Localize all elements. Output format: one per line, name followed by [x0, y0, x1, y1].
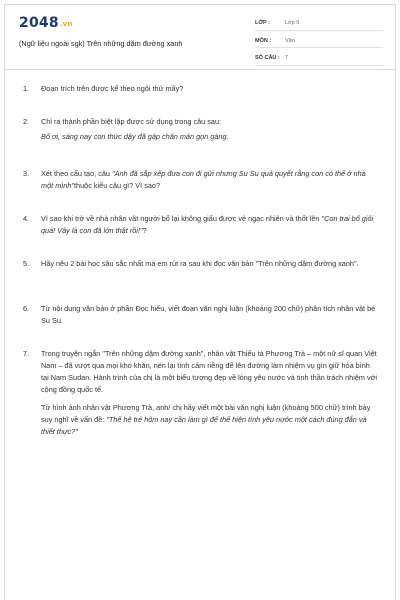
- question-text: Hãy nêu 2 bài học sâu sắc nhất mà em rút ra sau khi đọc văn bản "Trên những dặm đường xanh".: [41, 259, 359, 268]
- question-number: 7.: [23, 349, 30, 358]
- meta-row-subject: [255, 35, 383, 49]
- question-quote: "Con trai bố giỏi quá! Vậy là con đã lớn thật rồi!": [41, 214, 374, 235]
- meta-label: LỚP :: [255, 20, 270, 27]
- worksheet-page: [4, 4, 396, 600]
- question-quote: "Thế hệ trẻ hôm nay cần làm gì để thể hiện tình yêu nước một cách đúng đắn và thiết thực?": [41, 415, 367, 436]
- question-text-pre: Xét theo cấu tạo, câu: [41, 169, 112, 178]
- question-number: 1.: [23, 84, 30, 93]
- question-text-pre: Vì sao khi trở về nhà nhân vật người bố lại không giấu được vẻ ngạc nhiên và thốt lên: [41, 214, 322, 223]
- question-number: 4.: [23, 214, 30, 223]
- meta-value: Lớp 9: [285, 20, 300, 27]
- meta-label: MÔN :: [255, 37, 272, 44]
- question-text-post: thuộc kiểu câu gì? Vì sao?: [74, 181, 161, 190]
- meta-row-count: [255, 52, 383, 66]
- question-text: Từ nội dung văn bản ở phần Đọc hiểu, viết đoạn văn nghị luận (khoảng 200 chữ) phân tích nhân vật bé Su Su.: [41, 304, 376, 325]
- site-logo[interactable]: [19, 15, 73, 31]
- question-text: Trong truyện ngắn "Trên những dặm đường xanh", nhân vật Thiếu tá Phương Trà – một nữ sĩ quan Việt Nam – đã vượt qua mọi khó khăn, nén lại tình cảm riêng để lên đường làm nhiệm vụ gìn giữ hòa bình tại Nam Sudan. Hành trình của chị là một biểu tượng đẹp về lòng yêu nước và tinh thần trách nhiệm với cộng đồng quốc tế.: [41, 349, 378, 394]
- question-text: Đoạn trích trên được kể theo ngôi thứ mấy?: [41, 84, 184, 93]
- question-number: 6.: [23, 304, 30, 313]
- question-text: Chỉ ra thành phần biệt lập được sử dụng trong câu sau:: [41, 117, 222, 126]
- question-number: 3.: [23, 169, 30, 178]
- meta-value: 7: [285, 55, 289, 62]
- header-divider: [5, 69, 395, 70]
- meta-row-class: [255, 17, 383, 31]
- page-title: (Ngữ liệu ngoài sgk) Trên những dặm đường xanh: [19, 39, 183, 48]
- question-quote: Bố ơi, sáng nay con thức dậy đã gặp chăn màn gọn gàng.: [41, 132, 229, 141]
- page-header: [5, 5, 395, 69]
- question-text-post: ?: [142, 226, 147, 235]
- question-text: [41, 213, 379, 237]
- question-text-2: [41, 402, 379, 438]
- question-text: [41, 168, 379, 192]
- question-text-pre: Từ hình ảnh nhân vật Phương Trà, anh/ chị hãy viết một bài văn nghị luận (khoảng 500 chữ) trình bày suy nghĩ về vấn đề:: [41, 403, 371, 424]
- meta-info: [255, 17, 383, 66]
- logo-main: 2048: [19, 15, 59, 31]
- meta-value: Văn: [285, 37, 295, 44]
- logo-tld: .vn: [59, 20, 73, 28]
- question-number: 5.: [23, 259, 30, 268]
- question-quote: "Anh đã sắp xếp đưa con đi gửi nhưng Su Su quả quyết rằng con có thể ở nhà một mình": [41, 169, 366, 190]
- question-number: 2.: [23, 117, 30, 126]
- meta-label: SỐ CÂU :: [255, 55, 280, 62]
